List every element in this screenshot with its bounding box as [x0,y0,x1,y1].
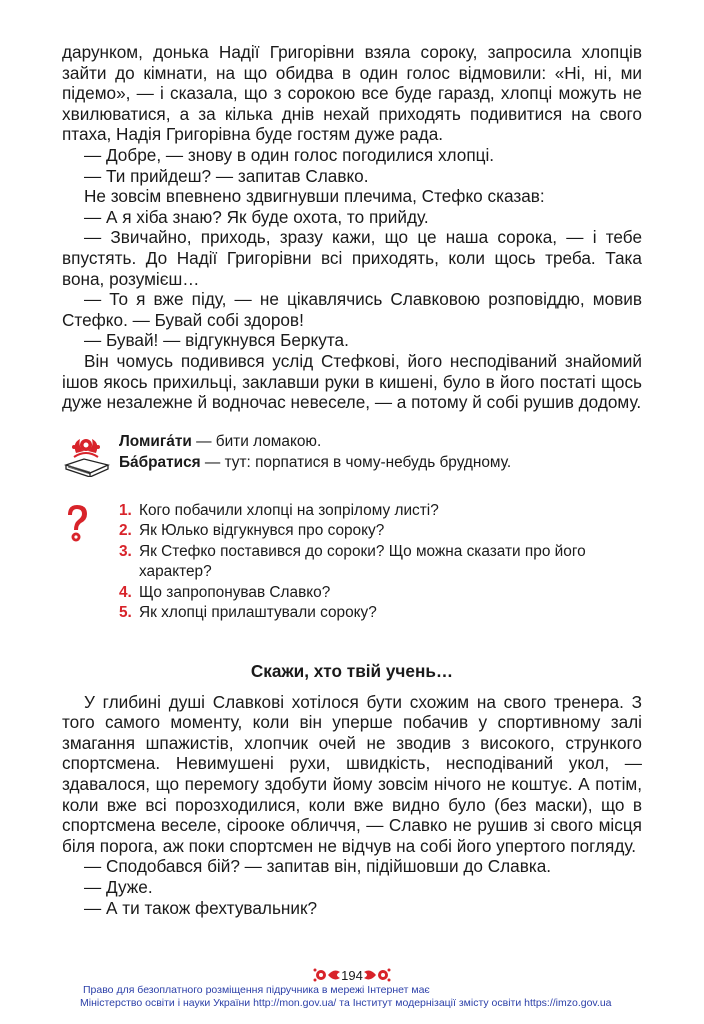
page-content [62,42,642,918]
paragraph: дарунком, донька Надії Григорівни взяла сороку, запросила хлопців зайти до кімнати, на що обидва в один голос відмовили: «Ні, ні, ми підемо», — і сказала, що з сорокою все буде гаразд, хлопці можуть не хвилюватися, а за кілька днів нехай приходять подивитися на свого птаха, Надія Григорівна буде гостям дуже рада. [62,42,642,145]
paragraph: — Звичайно, приходь, зразу кажи, що це наша сорока, — і тебе впустять. До Надії Григорівни всі приходять, коли щось треба. Така вона, розумієш… [62,227,642,289]
footer-credits [80,984,640,1010]
story-part2 [62,692,642,919]
question-mark-icon [62,503,92,543]
section-heading: Скажи, хто твій учень… [250,660,454,681]
glossary-term: Ломига́ти [119,432,192,450]
glossary-list [119,431,511,473]
glossary-item [119,431,511,452]
question-number: 4. [119,583,132,601]
question-number: 1. [119,501,132,519]
paragraph: — Добре, — знову в один голос погодилися хлопці. [84,144,495,165]
question-text: Кого побачили хлопці на зопрілому листі? [139,501,439,519]
question-text: Що запропонував Славко? [139,583,331,601]
footer-line1: Право для безоплатного розміщення підручника в мережі Інтернет має [83,984,430,996]
glossary-definition: — тут: порпатися в чому-небудь брудному. [200,453,512,471]
question-item [119,501,639,522]
footer-line2[interactable]: Міністерство освіти і науки України http://mon.gov.ua/ та Інститут модернізації змісту освіти https://imzo.gov.ua [80,997,612,1009]
question-number: 2. [119,522,132,540]
story-part1 [62,42,642,413]
glossary-item [119,452,511,473]
questions-list [119,501,639,624]
paragraph: У глибині душі Славкові хотілося бути схожим на свого тренера. З того самого моменту, коли він уперше побачив у спортивному залі змагання шпажистів, хлопчик очей не зводив з високого, стрункого спортсмена. Невимушені рухи, швидкість, несподіваний укол, — здавалося, що перемогу здобути йому зовсім нічого не коштує. А потім, коли вже всі порозходилися, коли вже видно було (без маски), що в спортсмена веселе, сіроокe обличчя, — Славко не рушив зі свого місця біля порога, аж поки спортсмен не відчув на собі його упертого погляду. [62,691,642,856]
paragraph: — А я хіба знаю? Як буде охота, то прийду. [84,206,429,227]
question-item [119,542,639,583]
glossary-term: Ба́братися [119,453,201,471]
paragraph: Не зовсім впевнено здвигнувши плечима, Стефко сказав: [84,186,545,207]
question-item [119,603,639,624]
question-number: 5. [119,604,132,622]
question-number: 3. [119,542,132,560]
questions-block [62,501,642,641]
paragraph: — Ти прийдеш? — запитав Славко. [84,165,369,186]
question-text: Як Юлько відгукнувся про сороку? [139,522,385,540]
paragraph: — Сподобався бій? — запитав він, підійшовши до Славка. [84,856,552,877]
question-text: Як хлопці прилаштували сороку? [139,604,377,622]
question-item [119,583,639,604]
glossary-definition: — бити ломакою. [191,432,322,450]
paragraph: — Дуже. [84,877,153,898]
question-text: Як Стефко поставився до сороки? Що можна сказати про його характер? [139,542,586,581]
paragraph: Він чомусь подивився услід Стефкові, його несподіваний знайомий ішов якось прихильці, заклавши руки в кишені, було в його постаті щось дуже незалежне й водночас невеселе, — а потому й собі рушив додому. [62,350,642,413]
glossary-block [62,431,642,487]
page-number: 194 [341,968,363,983]
paragraph: — То я вже піду, — не цікавлячись Славковою розповіддю, мовив Стефко. — Бувай собі здоров! [62,289,642,330]
book-with-ornament-icon [62,433,112,477]
paragraph: — Бувай! — відгукнувся Беркута. [84,330,349,351]
question-item [119,521,639,542]
paragraph: — А ти також фехтувальник? [84,897,318,918]
